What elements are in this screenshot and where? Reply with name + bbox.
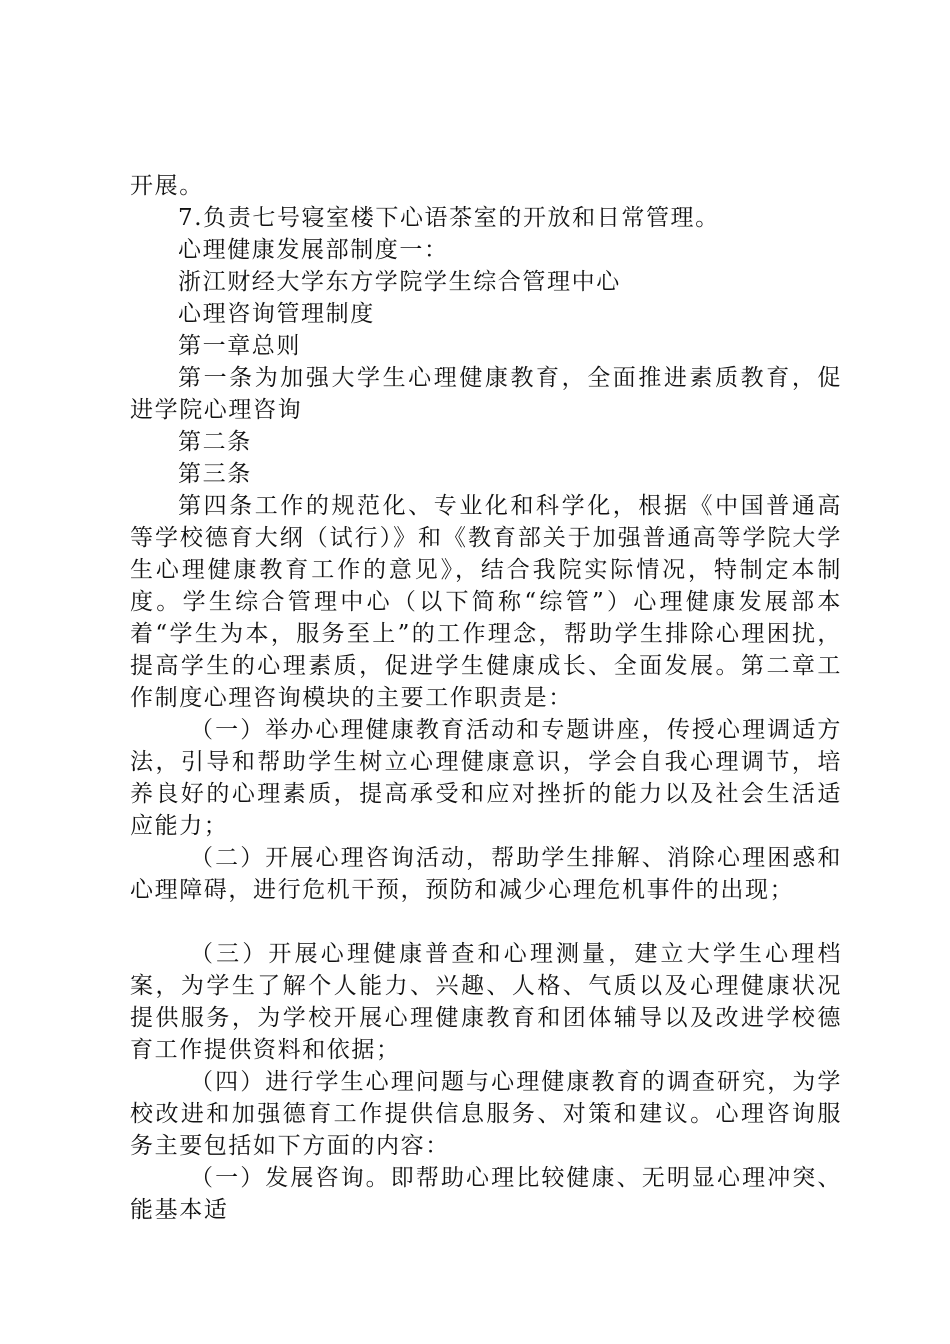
paragraph: 心理咨询管理制度 [178,301,375,327]
paragraph: 第四条工作的规范化、专业化和科学化，根据《中国普通高等学校德育大纲（试行）》和《教育部关于加强普通高等学院大学生心理健康教育工作的意见》，结合我院实际情况，特制定本制度。学生综合管理中心（以下简称“综管”）心理健康发展部本着“学生为本，服务至上”的工作理念，帮助学生排除心理困扰，提高学生的心理素质，促进学生健康成长、全面发展。第二章工作制度心理咨询模块的主要工作职责是： [130,493,842,711]
paragraph: （二）开展心理咨询活动，帮助学生排解、消除心理困惑和心理障碍，进行危机干预，预防和减少心理危机事件的出现； [130,845,842,903]
paragraph: （一）举办心理健康教育活动和专题讲座，传授心理调适方法，引导和帮助学生树立心理健康意识，学会自我心理调节，培养良好的心理素质，提高承受和应对挫折的能力以及社会生活适应能力； [130,717,842,839]
paragraph: 第三条 [178,461,252,487]
document-body [130,170,842,1226]
paragraph: （四）进行学生心理问题与心理健康教育的调查研究，为学校改进和加强德育工作提供信息服务、对策和建议。心理咨询服务主要包括如下方面的内容： [130,1069,842,1159]
paragraph: 心理健康发展部制度一： [178,237,449,263]
paragraph: （一）发展咨询。即帮助心理比较健康、无明显心理冲突、能基本适 [130,1165,842,1223]
paragraph: 开展。 [130,173,204,199]
paragraph: 第一条为加强大学生心理健康教育，全面推进素质教育，促进学院心理咨询 [130,365,842,423]
paragraph: 第二条 [178,429,252,455]
chapter-heading: 第一章总则 [178,333,301,359]
paragraph: （三）开展心理健康普查和心理测量，建立大学生心理档案，为学生了解个人能力、兴趣、人格、气质以及心理健康状况提供服务，为学校开展心理健康教育和团体辅导以及改进学校德育工作提供资料和依据； [130,941,842,1063]
blank-line [130,906,842,938]
paragraph: 浙江财经大学东方学院学生综合管理中心 [178,269,621,295]
paragraph: 7.负责七号寝室楼下心语茶室的开放和日常管理。 [178,205,720,231]
